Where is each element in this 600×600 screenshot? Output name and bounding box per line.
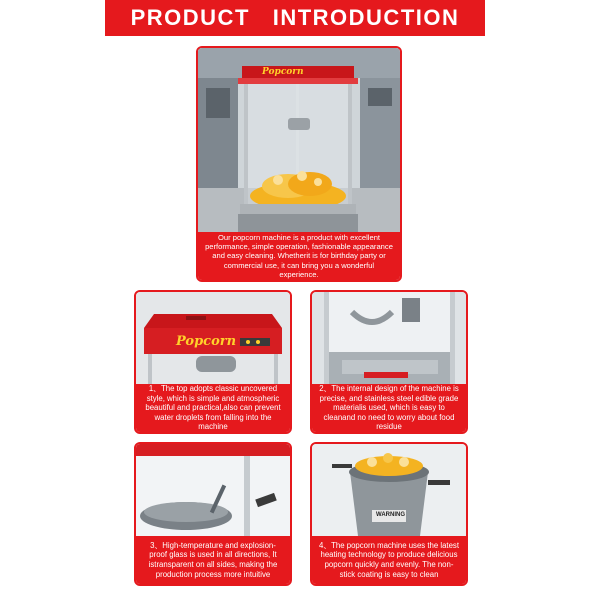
intro-photo xyxy=(198,48,400,232)
feature-caption-text: 1、The top adopts classic uncovered style, which is simple and atmospheric beautiful and practical,also can prevent water droplets from falling into the machine xyxy=(145,384,281,432)
feature-card-4 xyxy=(310,442,468,586)
feature-card-2 xyxy=(310,290,468,434)
feature-caption-3 xyxy=(136,536,290,584)
feature-photo-3 xyxy=(136,444,290,536)
brand-logo: Popcorn xyxy=(176,334,237,349)
intro-caption xyxy=(198,232,400,280)
feature-caption-2 xyxy=(312,384,466,432)
feature-caption-text: 3、High-temperature and explosion-proof glass is used in all directions, It istransparent on all sides, making the production process more intuitive xyxy=(148,540,278,579)
feature-caption-4 xyxy=(312,536,466,584)
feature-photo-1 xyxy=(136,292,290,384)
feature-photo-4 xyxy=(312,444,466,536)
page-title: PRODUCT INTRODUCTION xyxy=(105,0,485,36)
feature-caption-text: 2、The internal design of the machine is precise, and stainless steel edible grade materialis used, which is easy to cleanand no need to worry about food residue xyxy=(319,384,459,432)
brand-logo: Popcorn xyxy=(262,67,304,77)
warning-label: WARNING xyxy=(376,512,405,518)
intro-caption-text: Our popcorn machine is a product with excellent performance, simple operation, fashionable appearance and easy cleaning. Whetherit is for birthday party or commercial use, it can bring you a wonderful experience. xyxy=(205,233,393,279)
feature-card-1 xyxy=(134,290,292,434)
feature-photo-2 xyxy=(312,292,466,384)
feature-caption-1 xyxy=(136,384,290,432)
feature-caption-text: 4、The popcorn machine uses the latest heating technology to produce delicious popcorn quickly and evenly. The non-stick coating is easy to clean xyxy=(319,540,459,579)
intro-card xyxy=(196,46,402,282)
feature-card-3 xyxy=(134,442,292,586)
